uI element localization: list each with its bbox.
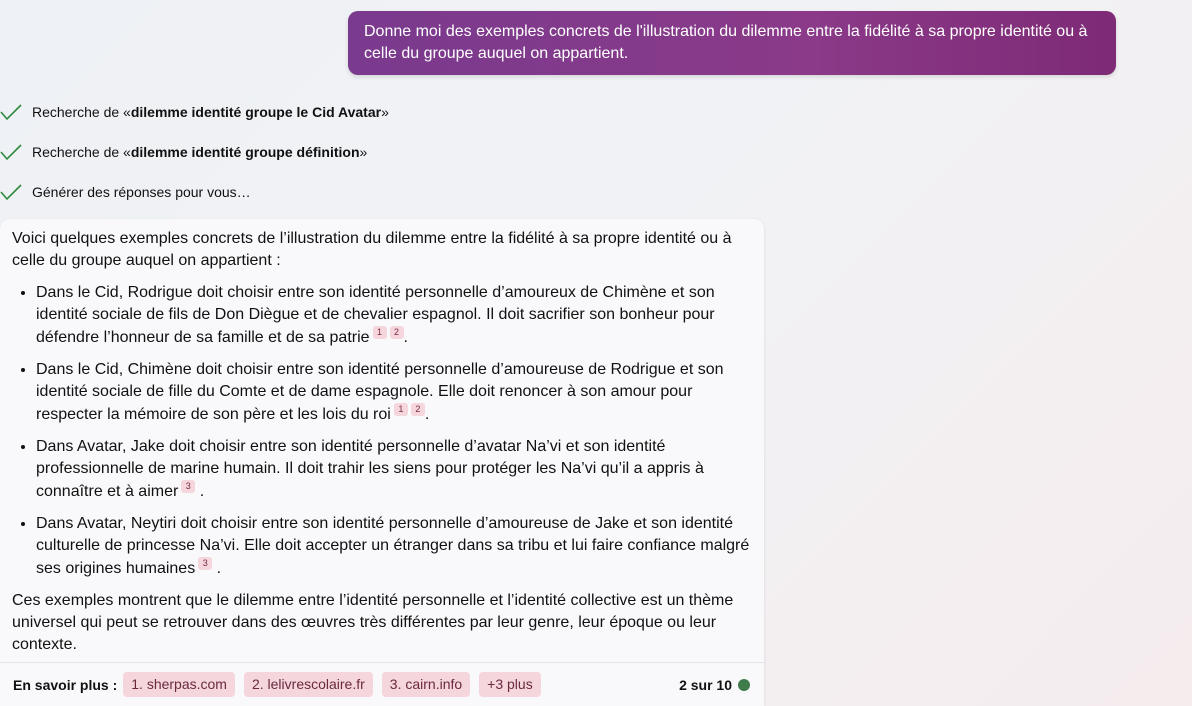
citation-badge[interactable]: 1 <box>373 326 387 339</box>
list-item: • Dans le Cid, Chimène doit choisir entre son identité personnelle d’amoureuse de Rodrigue et son identité sociale de fille du Comte et de dame espagnole. Elle doit renoncer à son amour pour respecter la mémoire de son père et les lois du roi $^1$ $^2$ . <box>36 359 752 426</box>
source-link-lelivrescolaire[interactable]: 2. lelivrescolaire.fr <box>244 672 373 697</box>
search-step-2-text: Recherche de «dilemme identité groupe définition» <box>32 144 368 160</box>
check-icon <box>0 143 22 163</box>
source-link-cairn[interactable]: 3. cairn.info <box>382 672 470 697</box>
response-counter <box>679 677 750 693</box>
check-icon <box>0 103 22 123</box>
citation-badge[interactable]: 1 <box>394 403 408 416</box>
check-icon <box>0 183 22 203</box>
status-dot-icon <box>738 679 750 691</box>
more-sources-button[interactable]: +3 plus <box>479 672 541 697</box>
generate-step <box>0 181 420 205</box>
search-step-1-text: Recherche de «dilemme identité groupe le Cid Avatar» <box>32 104 389 120</box>
search-step-2 <box>0 141 420 165</box>
learn-more-label: En savoir plus : <box>13 676 118 693</box>
citation-badge[interactable]: 2 <box>411 403 425 416</box>
answer-intro: Voici quelques exemples concrets de l’illustration du dilemme entre la fidélité à sa propre identité ou à celle du groupe auquel on appartient : <box>12 230 732 269</box>
source-link-sherpas[interactable]: 1. sherpas.com <box>123 672 235 697</box>
list-item: • Dans le Cid, Rodrigue doit choisir entre son identité personnelle d’amoureux de Chimène et son identité sociale de fils de Don Diègue et de chevalier espagnol. Il doit sacrifier son bonheur pour défendre l’honneur de sa famille et de sa patrie $^1$ $^2$ . <box>36 282 752 349</box>
learn-more-bar <box>0 662 764 706</box>
user-message-text: Donne moi des exemples concrets de l'illustration du dilemme entre la fidélité à sa propre identité ou à celle du groupe auquel on appartient. <box>364 23 1088 62</box>
citation-badge[interactable]: 3 <box>198 557 212 570</box>
user-message-bubble <box>348 11 1116 75</box>
assistant-answer-card <box>0 219 764 706</box>
answer-list <box>36 282 752 580</box>
generate-step-text: Générer des réponses pour vous… <box>32 184 251 200</box>
citation-badge[interactable]: 2 <box>390 326 404 339</box>
citation-badge[interactable]: 3 <box>181 480 195 493</box>
list-item: • Dans Avatar, Jake doit choisir entre son identité personnelle d’avatar Na’vi et son identité professionnelle de marine humain. Il doit trahir les siens pour protéger les Na’vi qu’il a appris à connaître et à aimer $^3$ . <box>36 436 752 503</box>
response-counter-text: 2 sur 10 <box>679 677 732 693</box>
list-item: • Dans Avatar, Neytiri doit choisir entre son identité personnelle d’amoureuse de Jake et son identité culturelle de princesse Na’vi. Elle doit accepter un étranger dans sa tribu et lui faire confiance malgré ses origines humaines $^3$ . <box>36 513 752 580</box>
answer-conclusion: Ces exemples montrent que le dilemme entre l’identité personnelle et l’identité collective est un thème universel qui peut se retrouver dans des œuvres très différentes par leur genre, leur époque ou leur contexte. <box>12 592 734 653</box>
search-step-1 <box>0 101 420 125</box>
